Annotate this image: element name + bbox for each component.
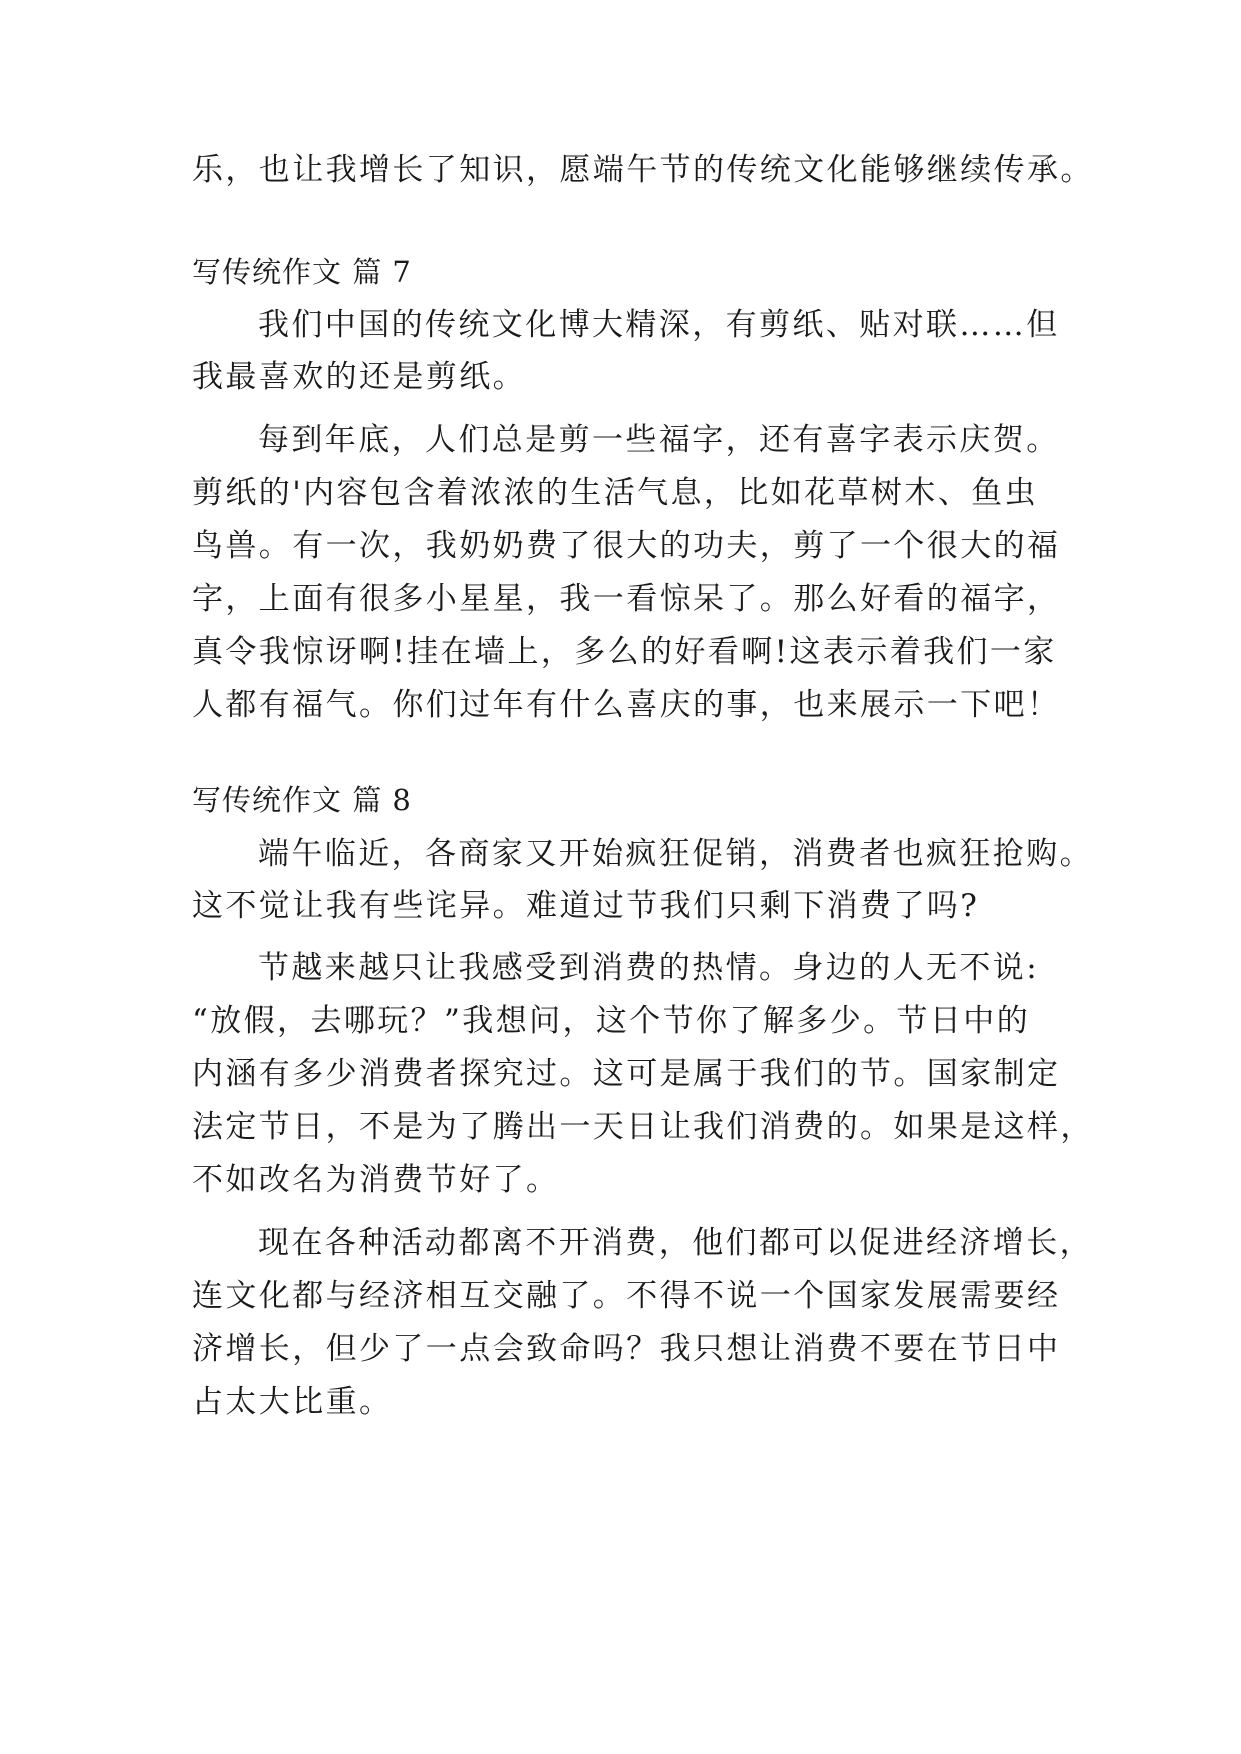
paragraph-line: 连文化都与经济相互交融了。不得不说一个国家发展需要经 (192, 1278, 1061, 1314)
paragraph-line: 端午临近，各商家又开始疯狂促销，消费者也疯狂抢购。 (258, 836, 1093, 872)
paragraph-line: 内涵有多少消费者探究过。这可是属于我们的节。国家制定 (192, 1056, 1061, 1092)
paragraph-line: 字，上面有很多小星星，我一看惊呆了。那么好看的福字， (192, 581, 1061, 617)
paragraph-line: “放假，去哪玩？”我想问，这个节你了解多少。节日中的 (192, 1003, 1031, 1039)
paragraph-line: 我最喜欢的还是剪纸。 (192, 359, 526, 395)
paragraph-line: 真令我惊讶啊!挂在墙上，多么的好看啊!这表示着我们一家 (192, 634, 1057, 670)
paragraph-line: 我们中国的传统文化博大精深，有剪纸、贴对联……但 (258, 307, 1060, 343)
paragraph-line: 乐，也让我增长了知识，愿端午节的传统文化能够继续传承。 (192, 152, 1094, 188)
paragraph-line: 法定节日，不是为了腾出一天日让我们消费的。如果是这样， (192, 1109, 1094, 1145)
section-heading-7: 写传统作文 篇 7 (192, 255, 412, 289)
paragraph-line: 占太大比重。 (192, 1384, 393, 1420)
paragraph-line: 这不觉让我有些诧异。难道过节我们只剩下消费了吗? (192, 888, 980, 924)
paragraph-line: 每到年底，人们总是剪一些福字，还有喜字表示庆贺。 (258, 422, 1060, 458)
paragraph-line: 不如改名为消费节好了。 (192, 1162, 560, 1198)
paragraph-line: 剪纸的'内容包含着浓浓的生活气息，比如花草树木、鱼虫 (192, 475, 1038, 511)
paragraph-line: 人都有福气。你们过年有什么喜庆的事，也来展示一下吧！ (192, 687, 1061, 723)
paragraph-line: 现在各种活动都离不开消费，他们都可以促进经济增长， (258, 1225, 1093, 1261)
paragraph-line: 鸟兽。有一次，我奶奶费了很大的功夫，剪了一个很大的福 (192, 528, 1061, 564)
section-heading-8: 写传统作文 篇 8 (192, 783, 412, 817)
paragraph-line: 济增长，但少了一点会致命吗？我只想让消费不要在节日中 (192, 1331, 1061, 1367)
paragraph-line: 节越来越只让我感受到消费的热情。身边的人无不说: (258, 950, 1040, 986)
